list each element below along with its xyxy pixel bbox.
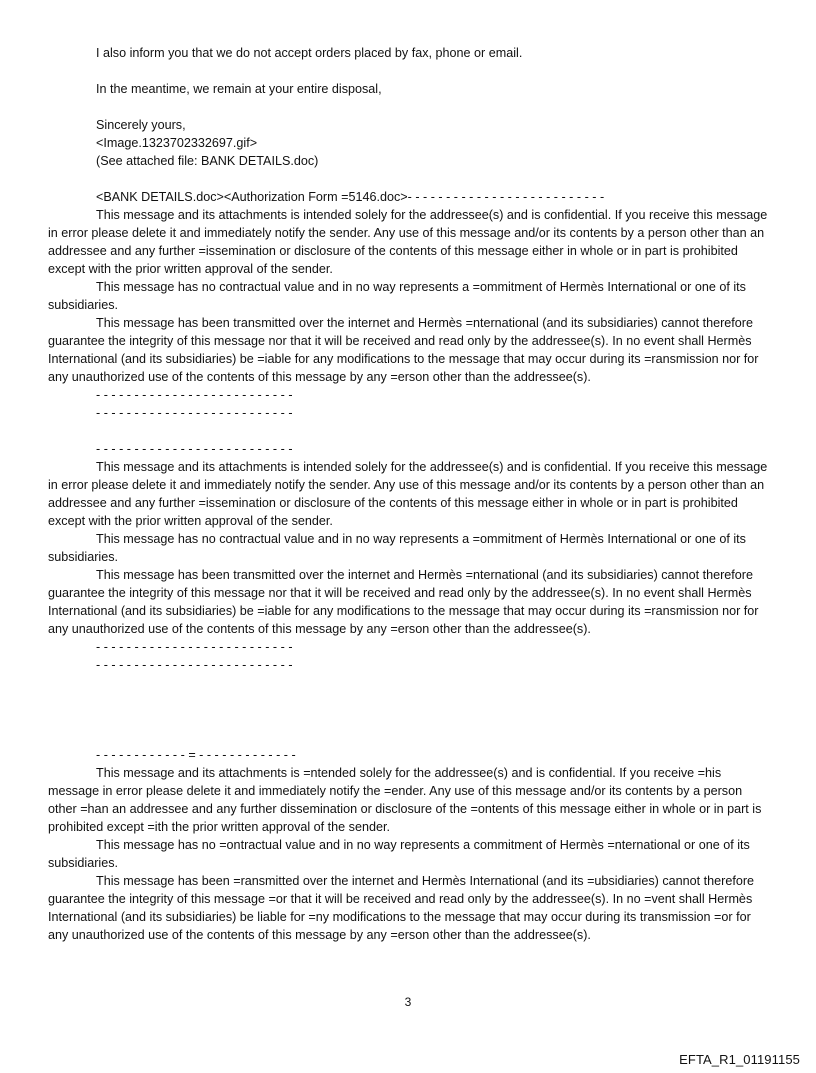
disclaimer-3-paragraph-1: This message and its attachments is =ntended solely for the addressee(s) and is confidential. If you receive =his message in error please delete it and immediately notify the =ender. Any use of this message and/or its contents by a person other =han an addressee and any further dissemination or disclosure of the =ontents of this message either in whole or in part is prohibited except =ith the prior written approval of the sender. (48, 766, 762, 834)
separator-line: - - - - - - - - - - - - - - - - - - - - - - - - - - (96, 406, 293, 420)
email-signoff: Sincerely yours, (96, 118, 186, 132)
separator-line: - - - - - - - - - - - - - - - - - - - - - - - - - - (96, 388, 293, 402)
disclaimer-2-paragraph-2: This message has no contractual value and in no way represents a =ommitment of Hermès International or one of its subsidiaries. (48, 532, 746, 564)
separator-line: - - - - - - - - - - - - = - - - - - - - - - - - - - (96, 748, 296, 762)
document-id: EFTA_R1_01191155 (679, 1052, 800, 1067)
separator-line: - - - - - - - - - - - - - - - - - - - - - - - - - - (96, 658, 293, 672)
email-line-orders: I also inform you that we do not accept orders placed by fax, phone or email. (96, 46, 523, 60)
document-page (48, 44, 768, 944)
email-attachment-list: <BANK DETAILS.doc><Authorization Form =5146.doc>- - - - - - - - - - - - - - - - - - - - - - - - - - (96, 190, 605, 204)
separator-line: - - - - - - - - - - - - - - - - - - - - - - - - - - (96, 640, 293, 654)
email-line-meantime: In the meantime, we remain at your entire disposal, (96, 82, 382, 96)
email-attachment-note: (See attached file: BANK DETAILS.doc) (96, 154, 319, 168)
disclaimer-1-paragraph-1: This message and its attachments is intended solely for the addressee(s) and is confidential. If you receive this message in error please delete it and immediately notify the sender. Any use of this message and/or its contents by a person other than an addressee and any further =issemination or disclosure of the contents of this message either in whole or in part is prohibited except with the prior written approval of the sender. (48, 208, 768, 276)
disclaimer-1-paragraph-3: This message has been transmitted over the internet and Hermès =nternational (and its subsidiaries) cannot therefore guarantee the integrity of this message nor that it will be received and read only by the addressee(s). In no event shall Hermès International (and its subsidiaries) be =iable for any modifications to the message that may occur during its =ransmission nor for any unauthorized use of the contents of this message by any =erson other than the addressee(s). (48, 316, 759, 384)
email-image-reference: <Image.1323702332697.gif> (96, 136, 258, 150)
separator-line: - - - - - - - - - - - - - - - - - - - - - - - - - - (96, 442, 293, 456)
disclaimer-1-paragraph-2: This message has no contractual value and in no way represents a =ommitment of Hermès International or one of its subsidiaries. (48, 280, 746, 312)
disclaimer-3-paragraph-2: This message has no =ontractual value and in no way represents a commitment of Hermès =nternational or one of its subsidiaries. (48, 838, 750, 870)
page-number: 3 (404, 995, 412, 1009)
disclaimer-3-paragraph-3: This message has been =ransmitted over the internet and Hermès International (and its =ubsidiaries) cannot therefore guarantee the integrity of this message =or that it will be received and read only by the addressee(s). In no =vent shall Hermès International (and its subsidiaries) be liable for =ny modifications to the message that may occur during its transmission =or for any unauthorized use of the contents of this message by any =erson other than the addressee(s). (48, 874, 755, 942)
disclaimer-2-paragraph-3: This message has been transmitted over the internet and Hermès =nternational (and its subsidiaries) cannot therefore guarantee the integrity of this message nor that it will be received and read only by the addressee(s). In no event shall Hermès International (and its subsidiaries) be =iable for any modifications to the message that may occur during its =ransmission nor for any unauthorized use of the contents of this message by any =erson other than the addressee(s). (48, 568, 759, 636)
disclaimer-2-paragraph-1: This message and its attachments is intended solely for the addressee(s) and is confidential. If you receive this message in error please delete it and immediately notify the sender. Any use of this message and/or its contents by a person other than an addressee and any further =issemination or disclosure of the contents of this message either in whole or in part is prohibited except with the prior written approval of the sender. (48, 460, 768, 528)
